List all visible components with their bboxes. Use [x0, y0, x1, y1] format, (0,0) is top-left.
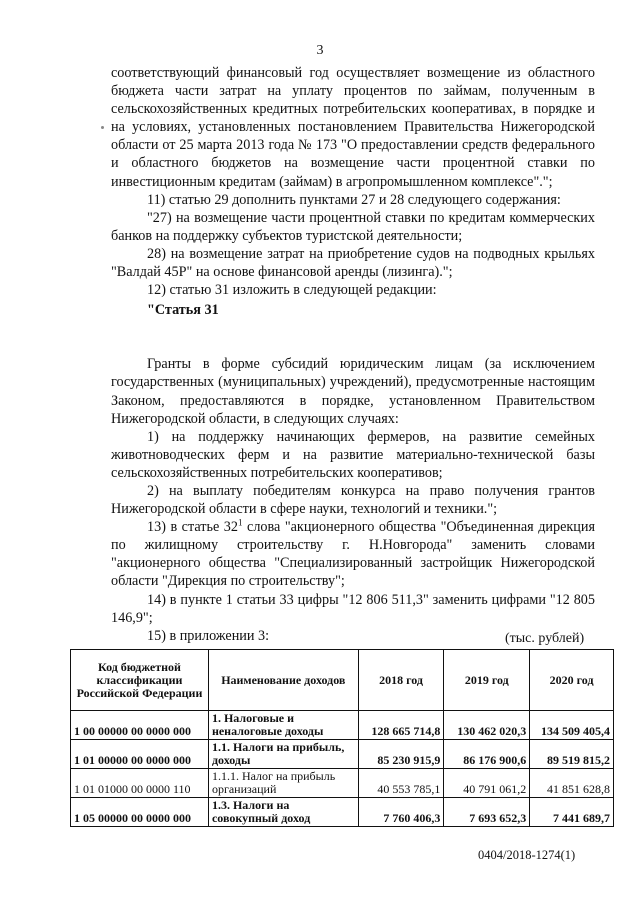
paragraph-item-11: 11) статью 29 дополнить пунктами 27 и 28 следующего содержания:	[147, 191, 561, 208]
cell-name: 1. Налоговые и неналоговые доходы	[208, 711, 358, 740]
cell-name: 1.1. Налоги на прибыль, доходы	[208, 740, 358, 769]
header-2020: 2020 год	[530, 650, 614, 711]
cell-2019: 130 462 020,3	[444, 711, 530, 740]
cell-2018: 85 230 915,9	[358, 740, 444, 769]
paragraph-item-13	[111, 518, 595, 590]
paragraph-case-1: 1) на поддержку начинающих фермеров, на развитие семейных животноводческих ферм и на развитие материально-технической базы сельскохозяйственных потребительских кооперативов;	[111, 428, 595, 481]
cell-2018: 128 665 714,8	[358, 711, 444, 740]
header-2019: 2019 год	[444, 650, 530, 711]
cell-2019: 86 176 900,6	[444, 740, 530, 769]
cell-name: 1.1.1. Налог на прибыль организаций	[208, 769, 358, 798]
paragraph-item-12: 12) статью 31 изложить в следующей редакции:	[147, 282, 437, 299]
paragraph-item-28: 28) на возмещение затрат на приобретение судов на подводных крыльях "Валдай 45Р" на основе финансовой аренды (лизинга).";	[111, 245, 595, 281]
cell-2019: 40 791 061,2	[444, 769, 530, 798]
table-header-row	[71, 650, 614, 711]
item-13-start: 13) в статье 32	[147, 519, 238, 536]
cell-name: 1.3. Налоги на совокупный доход	[208, 798, 358, 827]
income-table	[70, 649, 614, 827]
header-name: Наименование доходов	[208, 650, 358, 711]
paragraph-continuation: соответствующий финансовый год осуществляет возмещение из областного бюджета части затрат на уплату процентов по займам, полученным в сельскохозяйственных кредитных потребительских кооперативах, в порядке и на условиях, установленных постановлением Правительства Нижегородской области от 25 марта 2013 года № 173 "О предоставлении средств федерального и областного бюджетов на возмещение части процентной ставки по инвестиционным кредитам (займам) в агропромышленном комплексе".";	[111, 65, 595, 190]
page-number: 3	[316, 43, 324, 58]
cell-2020: 134 509 405,4	[530, 711, 614, 740]
scan-speck	[101, 126, 104, 129]
paragraph-item-15: 15) в приложении 3:	[147, 627, 270, 644]
table-row	[71, 711, 614, 740]
table-row	[71, 769, 614, 798]
table-row	[71, 798, 614, 827]
table-row	[71, 740, 614, 769]
cell-2018: 40 553 785,1	[358, 769, 444, 798]
header-code: Код бюджетной классификации Российской Федерации	[71, 650, 209, 711]
paragraph-item-27: "27) на возмещение части процентной ставки по кредитам коммерческих банков на поддержку субъектов туристской деятельности;	[111, 209, 595, 244]
cell-code: 1 01 01000 00 0000 110	[71, 769, 209, 798]
item-13-rest: слова "акционерного общества "Объединенная дирекция по жилищному строительству г. Н.Новгорода" заменить словами "акционерного общества "Специализированный застройщик Нижегородской области "Дирекция по строительству";	[111, 519, 595, 590]
paragraph-item-14: 14) в пункте 1 статьи 33 цифры "12 806 511,3" заменить цифрами "12 805 146,9";	[111, 591, 595, 626]
cell-code: 1 01 00000 00 0000 000	[71, 740, 209, 769]
unit-note: (тыс. рублей)	[505, 631, 585, 646]
paragraph-case-2: 2) на выплату победителям конкурса на право получения грантов Нижегородской области в сфере науки, технологий и техники.";	[111, 482, 595, 518]
cell-2020: 41 851 628,8	[530, 769, 614, 798]
document-code: 0404/2018-1274(1)	[478, 848, 576, 862]
paragraph-grants: Гранты в форме субсидий юридическим лицам (за исключением государственных (муниципальных) учреждений), предусмотренные настоящим Законом, предоставляются в порядке, установленном Правительством Нижегородской области, в следующих случаях:	[111, 356, 595, 427]
cell-2020: 89 519 815,2	[530, 740, 614, 769]
cell-code: 1 00 00000 00 0000 000	[71, 711, 209, 740]
superscript: 1	[237, 517, 243, 528]
document-body	[111, 64, 595, 645]
header-2018: 2018 год	[358, 650, 444, 711]
article-heading: "Статья 31	[147, 302, 219, 319]
cell-2018: 7 760 406,3	[358, 798, 444, 827]
cell-2019: 7 693 652,3	[444, 798, 530, 827]
cell-code: 1 05 00000 00 0000 000	[71, 798, 209, 827]
cell-2020: 7 441 689,7	[530, 798, 614, 827]
